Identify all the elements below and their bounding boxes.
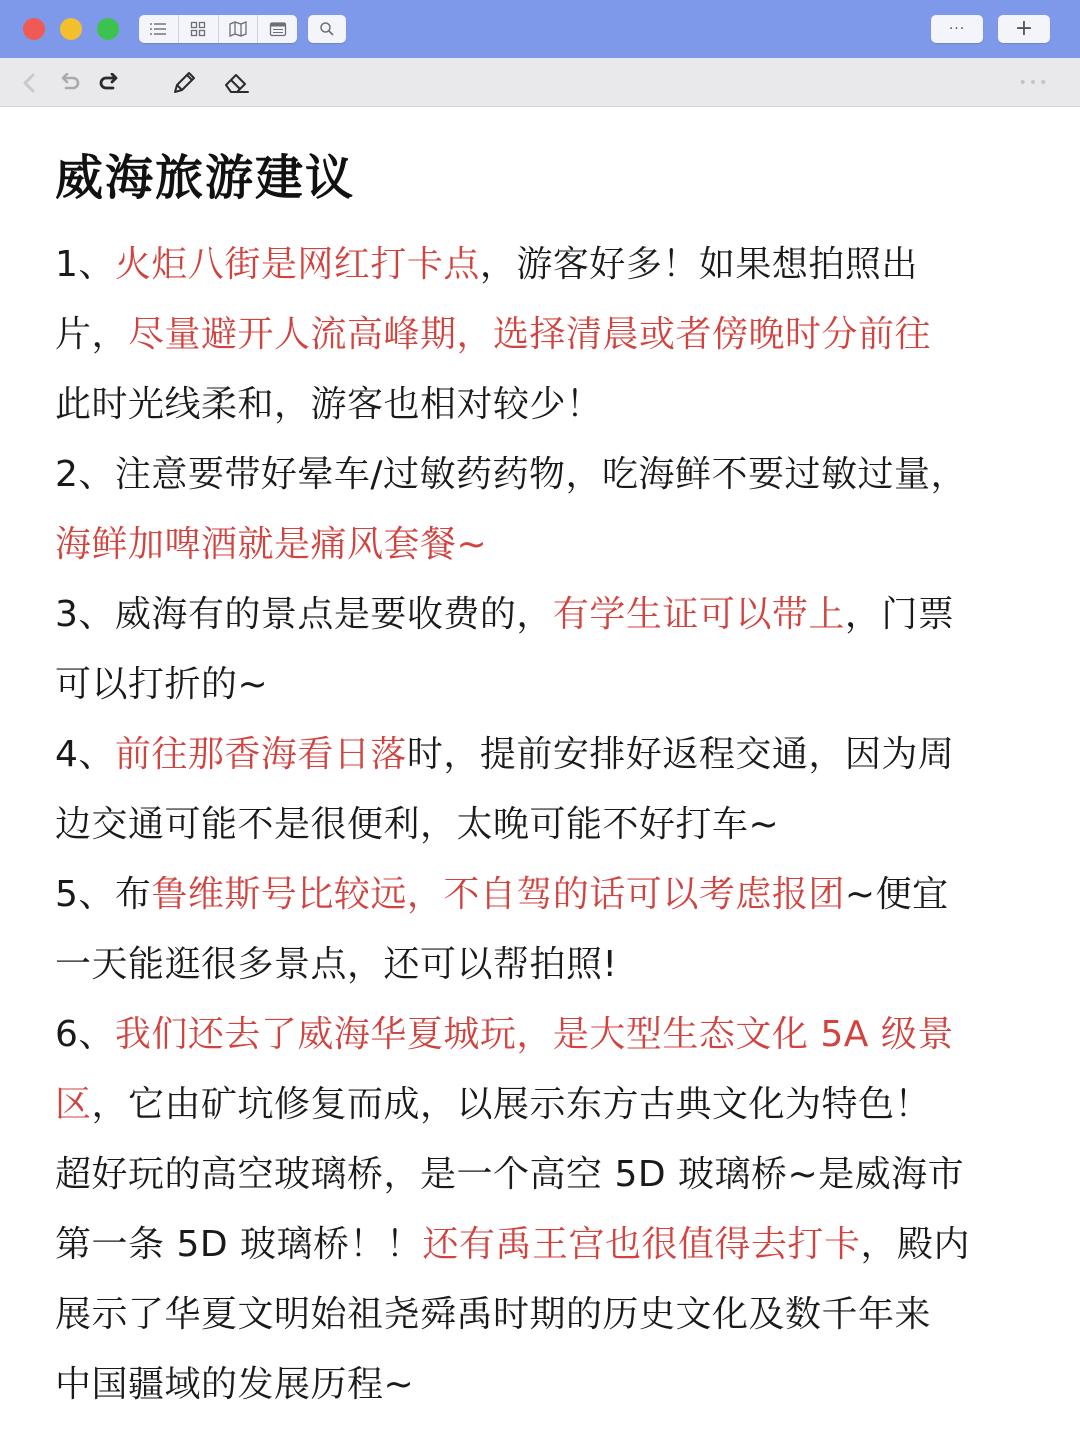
plus-icon: +	[1014, 16, 1034, 41]
body-text: ~便宜	[844, 874, 949, 915]
eraser-icon	[223, 70, 251, 96]
list-view-button[interactable]	[139, 15, 179, 43]
highlighted-text: 前往那香海看日落	[114, 734, 407, 775]
text-line	[55, 930, 1045, 1000]
text-line	[55, 440, 1045, 510]
body-text: 4、	[55, 734, 115, 775]
back-icon	[22, 73, 36, 93]
body-text: 3、威海有的景点是要收费的，	[55, 594, 553, 635]
more-label: ···	[948, 21, 966, 37]
highlighted-text: 还有禹王宫也很值得去打卡	[422, 1224, 861, 1265]
close-window-button[interactable]	[23, 18, 45, 40]
highlighted-text: 区	[55, 1084, 92, 1125]
body-text: 超好玩的高空玻璃桥，是一个高空 5D 玻璃桥~是威海市	[55, 1154, 965, 1195]
undo-icon	[58, 73, 82, 93]
text-line	[55, 230, 1045, 300]
text-line	[55, 370, 1045, 440]
map-icon	[229, 21, 247, 37]
page-title: 威海旅游建议	[55, 150, 356, 206]
body-text: 此时光线柔和，游客也相对较少！	[55, 384, 603, 425]
text-line	[55, 650, 1045, 720]
body-text: 一天能逛很多景点，还可以帮拍照!	[55, 944, 618, 985]
body-text: 边交通可能不是很便利，太晚可能不好打车~	[55, 804, 780, 845]
body-text: 可以打折的~	[55, 664, 269, 705]
text-line	[55, 720, 1045, 790]
grid-icon	[190, 21, 206, 37]
calendar-icon	[269, 21, 287, 37]
calendar-view-button[interactable]	[258, 15, 297, 43]
text-line	[55, 1350, 1045, 1420]
note-body[interactable]	[55, 230, 1045, 1420]
editor-toolbar	[0, 58, 1080, 107]
body-text: 2、注意要带好晕车/过敏药药物，吃海鲜不要过敏过量，	[55, 454, 968, 495]
overflow-menu-button[interactable]	[1012, 68, 1056, 98]
body-text: ，它由矿坑修复而成，以展示东方古典文化为特色！	[91, 1084, 932, 1125]
highlighted-text: 鲁维斯号比较远，不自驾的话可以考虑报团	[151, 874, 845, 915]
highlighted-text: 我们还去了威海华夏城玩，是大型生态文化 5A 级景	[114, 1014, 954, 1055]
pen-icon	[171, 70, 197, 96]
highlighted-text: 火炬八街是网红打卡点	[114, 244, 480, 285]
minimize-window-button[interactable]	[60, 18, 82, 40]
text-line	[55, 860, 1045, 930]
text-line	[55, 1210, 1045, 1280]
body-text: 展示了华夏文明始祖尧舜禹时期的历史文化及数千年来	[55, 1294, 932, 1335]
body-text: ，门票	[844, 594, 955, 635]
body-text: 1、	[55, 244, 115, 285]
add-button[interactable]	[998, 15, 1050, 43]
back-button[interactable]	[14, 68, 44, 98]
text-line	[55, 1070, 1045, 1140]
grid-view-button[interactable]	[179, 15, 219, 43]
pen-tool-button[interactable]	[169, 68, 199, 98]
zoom-window-button[interactable]	[97, 18, 119, 40]
list-icon	[149, 22, 167, 36]
search-icon	[319, 21, 335, 37]
overflow-menu-label: •••	[1018, 75, 1050, 91]
undo-button[interactable]	[55, 68, 85, 98]
eraser-tool-button[interactable]	[222, 68, 252, 98]
text-line	[55, 790, 1045, 860]
body-text: ，游客好多！如果想拍照出	[479, 244, 918, 285]
text-line	[55, 1140, 1045, 1210]
search-button[interactable]	[308, 15, 346, 43]
text-line	[55, 1000, 1045, 1070]
body-text: ，殿内	[860, 1224, 971, 1265]
redo-icon	[97, 73, 121, 93]
text-line	[55, 580, 1045, 650]
text-line	[55, 510, 1045, 580]
body-text: 5、布	[55, 874, 152, 915]
highlighted-text: 尽量避开人流高峰期，选择清晨或者傍晚时分前往	[128, 314, 932, 355]
body-text: 时，提前安排好返程交通，因为周	[406, 734, 955, 775]
body-text: 6、	[55, 1014, 115, 1055]
highlighted-text: 有学生证可以带上	[552, 594, 845, 635]
highlighted-text: 海鲜加啤酒就是痛风套餐~	[55, 524, 488, 565]
text-line	[55, 1280, 1045, 1350]
view-switcher	[139, 15, 297, 43]
window-titlebar	[0, 0, 1080, 58]
text-line	[55, 300, 1045, 370]
redo-button[interactable]	[94, 68, 124, 98]
more-options-button[interactable]	[931, 15, 983, 43]
body-text: 中国疆域的发展历程~	[55, 1364, 415, 1405]
body-text: 片，	[55, 314, 129, 355]
body-text: 第一条 5D 玻璃桥！！	[55, 1224, 423, 1265]
map-view-button[interactable]	[219, 15, 259, 43]
